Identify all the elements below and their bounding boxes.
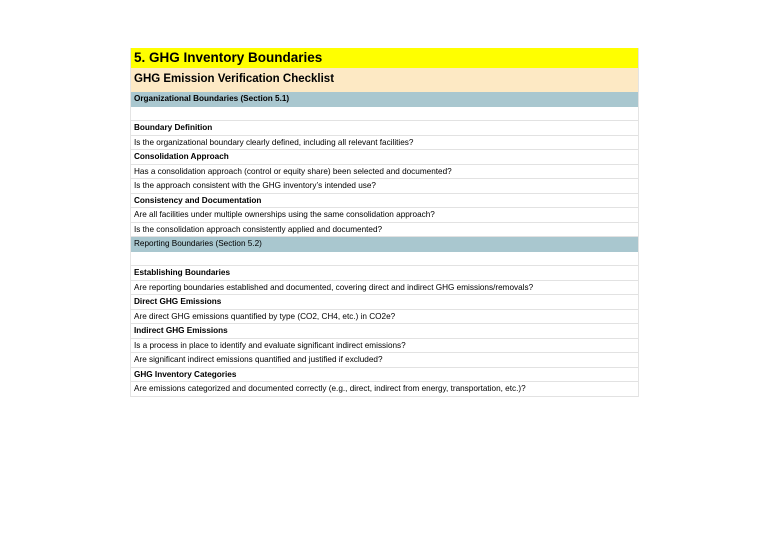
group-heading: Consolidation Approach — [131, 150, 638, 165]
group-heading: Direct GHG Emissions — [131, 295, 638, 310]
page-title: 5. GHG Inventory Boundaries — [131, 48, 638, 68]
checklist-item: Is the consolidation approach consistently applied and documented? — [131, 223, 638, 238]
section-header-organizational: Organizational Boundaries (Section 5.1) — [131, 92, 638, 107]
group-heading: Boundary Definition — [131, 121, 638, 136]
section-header-reporting: Reporting Boundaries (Section 5.2) — [131, 237, 638, 252]
group-heading: Indirect GHG Emissions — [131, 324, 638, 339]
group-heading: Consistency and Documentation — [131, 194, 638, 209]
checklist-item: Is a process in place to identify and evaluate significant indirect emissions? — [131, 339, 638, 354]
checklist-subtitle: GHG Emission Verification Checklist — [131, 68, 638, 92]
checklist-item: Are emissions categorized and documented correctly (e.g., direct, indirect from energy, transportation, etc.)? — [131, 382, 638, 397]
checklist-sheet — [130, 48, 639, 397]
group-heading: Establishing Boundaries — [131, 266, 638, 281]
checklist-item: Has a consolidation approach (control or equity share) been selected and documented? — [131, 165, 638, 180]
checklist-item: Are direct GHG emissions quantified by type (CO2, CH4, etc.) in CO2e? — [131, 310, 638, 325]
spacer-row — [131, 252, 638, 266]
checklist-item: Is the approach consistent with the GHG inventory’s intended use? — [131, 179, 638, 194]
checklist-item: Is the organizational boundary clearly defined, including all relevant facilities? — [131, 136, 638, 151]
spacer-row — [131, 107, 638, 121]
checklist-item: Are all facilities under multiple ownerships using the same consolidation approach? — [131, 208, 638, 223]
checklist-item: Are reporting boundaries established and documented, covering direct and indirect GHG emissions/removals? — [131, 281, 638, 296]
group-heading: GHG Inventory Categories — [131, 368, 638, 383]
checklist-item: Are significant indirect emissions quantified and justified if excluded? — [131, 353, 638, 368]
